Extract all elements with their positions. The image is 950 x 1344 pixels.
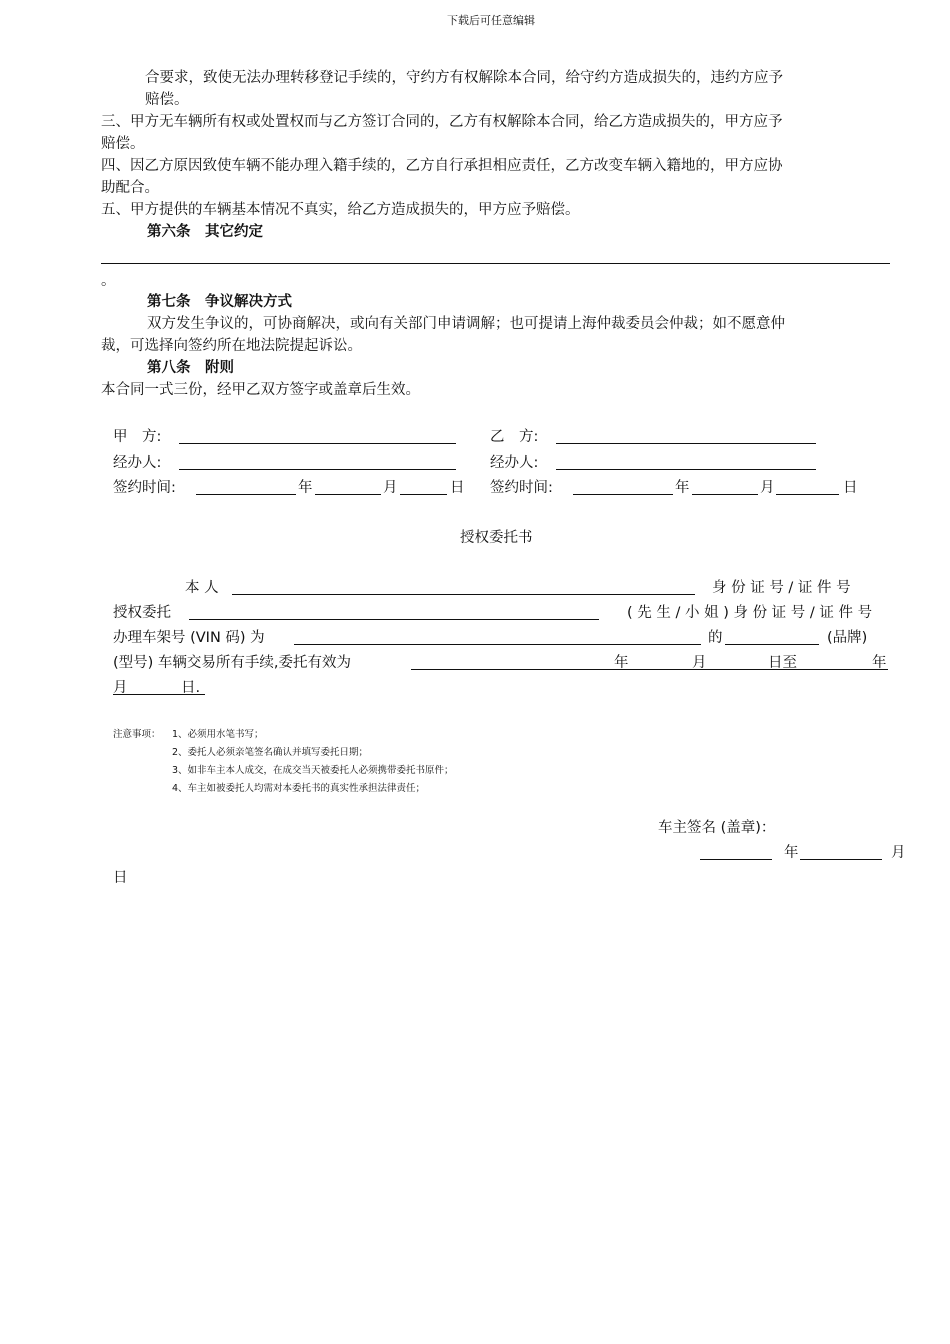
owner-sign-label: 车主签名 (盖章)： [658, 820, 776, 836]
poa-model: (型号) 车辆交易所有手续,委托有效为 [113, 655, 352, 671]
clause-text: 裁，可选择向签约所在地法院提起诉讼。 [101, 338, 362, 354]
owner-month-field[interactable] [800, 844, 882, 860]
notes-label: 注意事项： [113, 729, 161, 740]
poa-of: 的 [708, 630, 723, 646]
article-8-heading: 第八条 附则 [147, 360, 234, 376]
poa-vin: 办理车架号 (VIN 码) 为 [113, 630, 265, 646]
poa-title: 授权委托书 [460, 530, 533, 546]
poa-month: 月 [692, 655, 707, 671]
agent-a-label: 经办人: [113, 455, 162, 471]
clause-text: 赔偿。 [101, 136, 145, 152]
note-item: 1、必须用水笔书写； [172, 729, 264, 740]
owner-name-field[interactable] [232, 579, 695, 595]
date-a-day-field[interactable] [400, 479, 447, 495]
party-a-label: 甲 方: [113, 429, 162, 445]
party-b-label: 乙 方: [490, 429, 539, 445]
clause-text: 双方发生争议的，可协商解决，或向有关部门申请调解；也可提请上海仲裁委员会仲裁；如不愿意仲 [147, 316, 785, 332]
date-b-day-field[interactable] [776, 479, 839, 495]
owner-month-label: 月 [891, 845, 906, 861]
year-label: 年 [298, 480, 313, 496]
divider-line [101, 263, 890, 264]
poa-benren: 本 人 [185, 580, 219, 596]
note-item: 4、车主如被委托人均需对本委托书的真实性承担法律责任； [172, 783, 426, 794]
validity-field[interactable] [411, 654, 888, 670]
date-a-year-field[interactable] [196, 479, 296, 495]
poa-day-to: 日至 [768, 655, 797, 671]
party-a-field[interactable] [179, 428, 456, 444]
clause-text: 助配合。 [101, 180, 159, 196]
agent-b-field[interactable] [556, 454, 816, 470]
header-note: 下载后可任意编辑 [447, 14, 535, 27]
poa-mr-ms: ( 先 生 / 小 姐 ) 身 份 证 号 / 证 件 号 [627, 605, 873, 621]
note-item: 3、如非车主本人成交，在成交当天被委托人必须携带委托书原件； [172, 765, 454, 776]
agent-a-field[interactable] [179, 454, 456, 470]
year-label: 年 [675, 480, 690, 496]
article-7-heading: 第七条 争议解决方式 [147, 294, 292, 310]
agent-b-label: 经办人: [490, 455, 539, 471]
day-label: 日 [450, 480, 465, 496]
clause-text: 合要求，致使无法办理转移登记手续的，守约方有权解除本合同，给守约方造成损失的，违约方应予 [145, 70, 783, 86]
article-6-heading: 第六条 其它约定 [147, 224, 263, 240]
poa-brand: (品牌) [827, 630, 868, 646]
day-label: 日 [843, 480, 858, 496]
date-b-label: 签约时间: [490, 480, 553, 496]
owner-year-label: 年 [784, 845, 799, 861]
clause-text: 五、甲方提供的车辆基本情况不真实，给乙方造成损失的，甲方应予赔偿。 [101, 202, 580, 218]
clause-text: 本合同一式三份，经甲乙双方签字或盖章后生效。 [101, 382, 420, 398]
clause-text: 赔偿。 [145, 92, 189, 108]
poa-id-label: 身 份 证 号 / 证 件 号 [712, 580, 851, 596]
owner-id-field[interactable] [189, 604, 599, 620]
month-label: 月 [383, 480, 398, 496]
poa-month2: 月 [113, 680, 128, 696]
clause-text: 三、甲方无车辆所有权或处置权而与乙方签订合同的，乙方有权解除本合同，给乙方造成损失的，甲方应予 [101, 114, 783, 130]
owner-year-field[interactable] [700, 844, 772, 860]
date-a-month-field[interactable] [315, 479, 381, 495]
date-a-label: 签约时间: [113, 480, 176, 496]
date-b-year-field[interactable] [573, 479, 673, 495]
note-item: 2、委托人必须亲笔签名确认并填写委托日期； [172, 747, 369, 758]
period-mark: 。 [101, 273, 116, 289]
poa-year: 年 [614, 655, 629, 671]
date-b-month-field[interactable] [692, 479, 758, 495]
poa-year2: 年 [872, 655, 887, 671]
owner-day-label: 日 [113, 870, 128, 886]
poa-authorize: 授权委托 [113, 605, 171, 621]
brand-field[interactable] [725, 629, 819, 645]
vin-field[interactable] [294, 629, 701, 645]
poa-day2: 日. [181, 680, 201, 696]
party-b-field[interactable] [556, 428, 816, 444]
clause-text: 四、因乙方原因致使车辆不能办理入籍手续的，乙方自行承担相应责任，乙方改变车辆入籍地的，甲方应协 [101, 158, 783, 174]
month-label: 月 [760, 480, 775, 496]
